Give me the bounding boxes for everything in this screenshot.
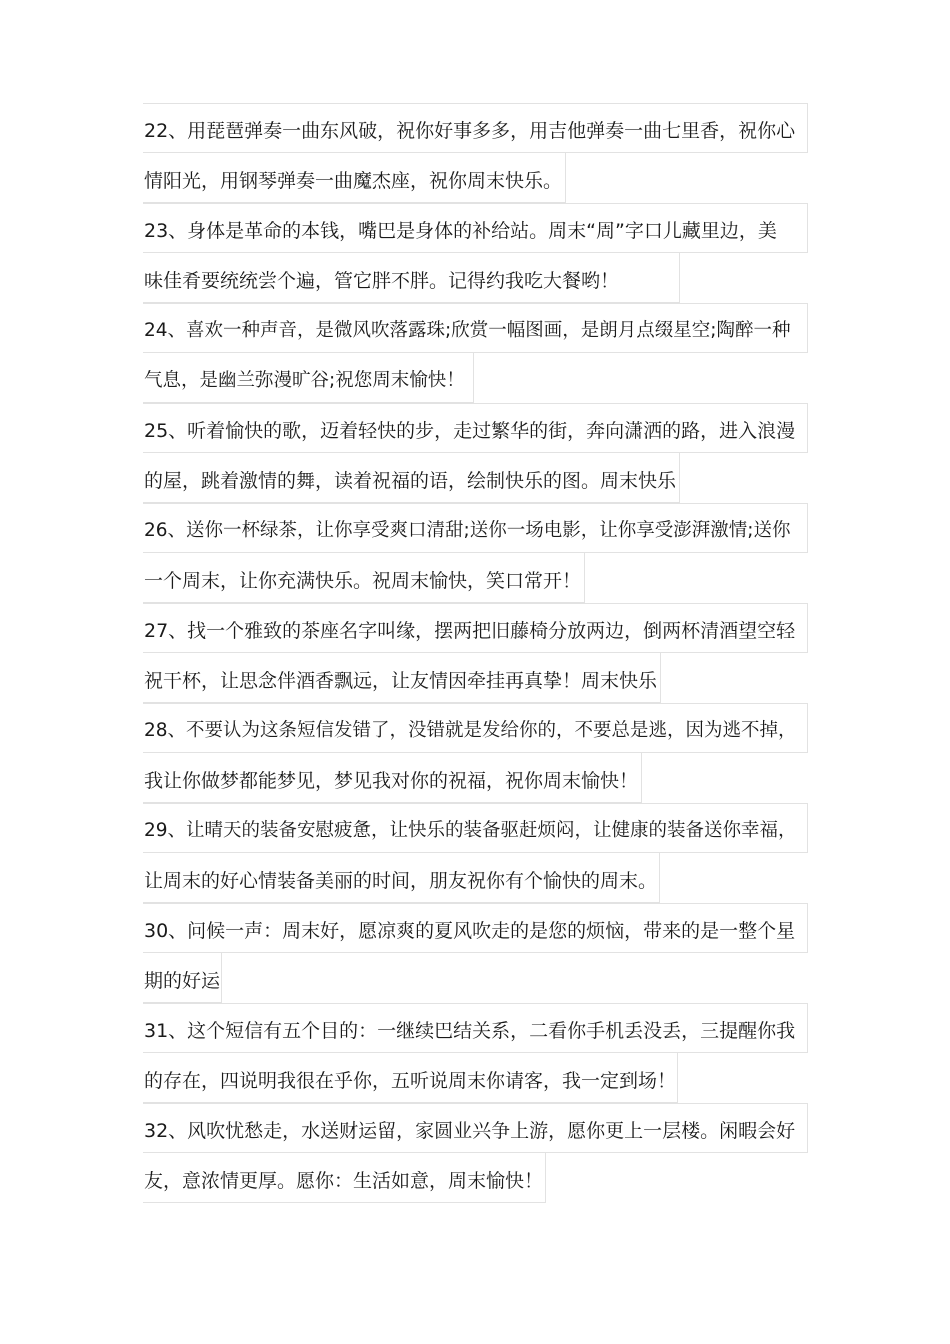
entry-line: 我让你做梦都能梦见，梦见我对你的祝福，祝你周末愉快！ (144, 770, 639, 792)
list-item (143, 503, 808, 603)
entry-line: 31、这个短信有五个目的：一继续巴结关系，二看你手机丢没丢，三提醒你我 (144, 1020, 796, 1042)
list-item (143, 103, 808, 203)
entry-line: 27、找一个雅致的茶座名字叫缘，摆两把旧藤椅分放两边，倒两杯清酒望空轻 (144, 620, 796, 642)
list-item (143, 803, 808, 903)
entry-list (143, 103, 808, 1203)
entry-line: 25、听着愉快的歌，迈着轻快的步，走过繁华的街，奔向潇洒的路，进入浪漫 (144, 420, 796, 442)
entry-line: 的屋，跳着激情的舞，读着祝福的语，绘制快乐的图。周末快乐 (144, 470, 677, 492)
entry-line: 祝干杯，让思念伴酒香飘远，让友情因牵挂再真挚！周末快乐 (144, 670, 658, 692)
list-item (143, 903, 808, 1003)
entry-line: 30、问候一声：周末好，愿凉爽的夏风吹走的是您的烦恼，带来的是一整个星 (144, 920, 796, 942)
entry-line: 23、身体是革命的本钱，嘴巴是身体的补给站。周末“周”字口儿藏里边，美 (144, 220, 777, 242)
list-item (143, 303, 808, 403)
entry-line: 28、不要认为这条短信发错了，没错就是发给你的，不要总是逃，因为逃不掉， (144, 720, 797, 741)
entry-line: 29、让晴天的装备安慰疲惫，让快乐的装备驱赶烦闷，让健康的装备送你幸福， (144, 820, 797, 841)
list-item (143, 1003, 808, 1103)
entry-line: 友，意浓情更厚。愿你：生活如意，周末愉快！ (144, 1170, 544, 1192)
entry-line: 32、风吹忧愁走，水送财运留，家圆业兴争上游，愿你更上一层楼。闲暇会好 (144, 1120, 796, 1142)
entry-line: 情阳光，用钢琴弹奏一曲魔杰座，祝你周末快乐。 (144, 170, 563, 192)
entry-line: 26、送你一杯绿茶，让你享受爽口清甜;送你一场电影，让你享受澎湃激情;送你 (144, 520, 791, 541)
list-item (143, 703, 808, 803)
list-item (143, 403, 808, 503)
entry-line: 让周末的好心情装备美丽的时间，朋友祝你有个愉快的周末。 (144, 870, 658, 892)
entry-line: 气息，是幽兰弥漫旷谷;祝您周末愉快！ (144, 370, 465, 391)
entry-line: 的存在，四说明我很在乎你，五听说周末你请客，我一定到场！ (144, 1070, 677, 1092)
entry-line: 味佳肴要统统尝个遍，管它胖不胖。记得约我吃大餐哟！ (144, 270, 620, 292)
entry-line: 期的好运 (144, 970, 221, 992)
entry-line: 22、用琵琶弹奏一曲东风破，祝你好事多多，用吉他弹奏一曲七里香，祝你心 (144, 120, 796, 142)
list-item (143, 203, 808, 303)
entry-line: 一个周末，让你充满快乐。祝周末愉快，笑口常开！ (144, 570, 582, 592)
list-item (143, 603, 808, 703)
list-item (143, 1103, 808, 1203)
entry-line: 24、喜欢一种声音，是微风吹落露珠;欣赏一幅图画，是朗月点缀星空;陶醉一种 (144, 320, 791, 341)
